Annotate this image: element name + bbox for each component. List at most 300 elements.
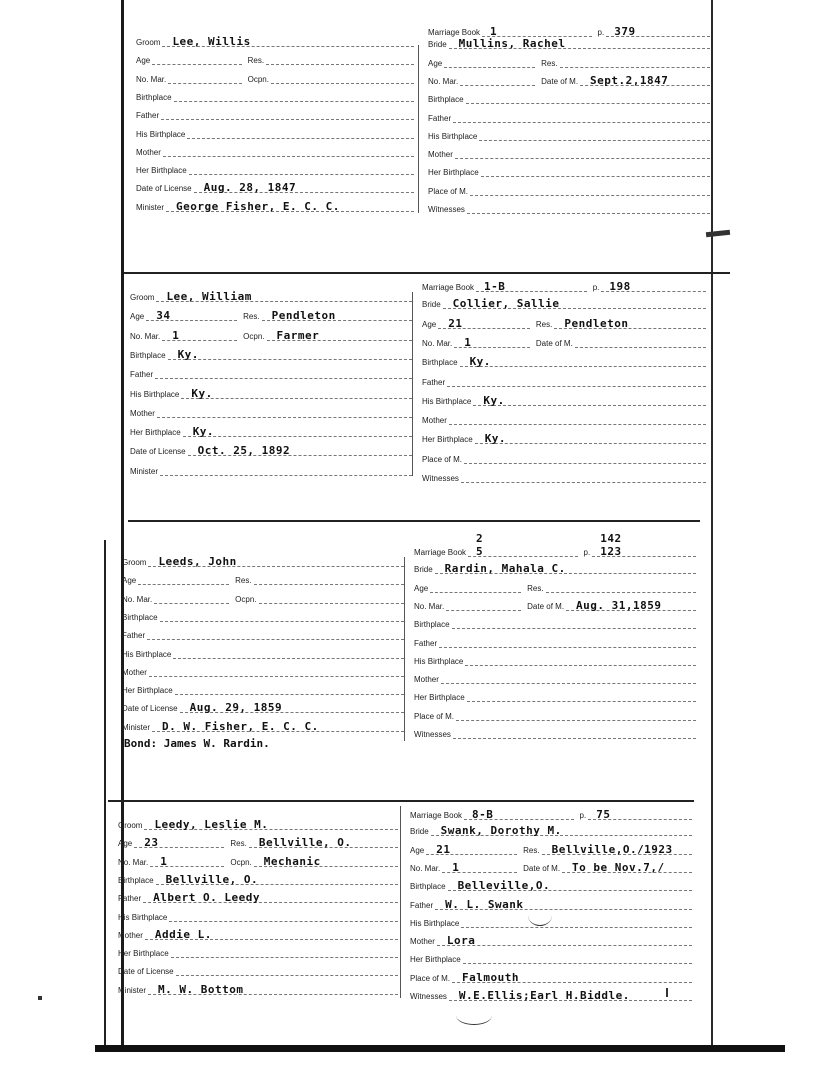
fill-line — [449, 424, 706, 425]
fill-line — [456, 720, 696, 721]
no-mar-value: 1 — [172, 328, 180, 342]
bride-field-row — [414, 532, 696, 559]
birthplace-label: Birthplace — [428, 95, 464, 105]
his-birthplace-label: His Birthplace — [136, 129, 186, 139]
column-divider — [400, 806, 401, 998]
groom-field-row — [130, 365, 412, 381]
marriage-book-label: Marriage Book — [422, 283, 475, 292]
bride-label: Bride — [414, 565, 433, 575]
bride-label: Bride — [410, 827, 429, 837]
ink-mark — [706, 230, 730, 237]
groom-field-row — [130, 307, 412, 323]
groom-field-row — [122, 626, 404, 642]
column-divider — [418, 45, 419, 213]
fill-line — [460, 85, 535, 86]
groom-field-row — [136, 51, 414, 67]
date-of-m-label: Date of M. — [523, 863, 561, 873]
ink-speck — [38, 996, 42, 1000]
groom-field-row — [130, 462, 412, 478]
bride-field-row — [410, 950, 692, 966]
fill-line — [174, 101, 414, 102]
no-mar-label: No. Mar. — [136, 74, 167, 84]
bride-field-row — [414, 688, 696, 704]
bride-field-row — [410, 969, 692, 985]
fill-line — [464, 463, 706, 464]
fill-line — [475, 443, 706, 444]
mother-label: Mother — [428, 150, 453, 160]
bride-field-row — [422, 295, 706, 311]
her-birthplace-label: Her Birthplace — [410, 955, 461, 965]
fill-line — [439, 647, 696, 648]
age-value: 23 — [144, 836, 159, 850]
fill-line — [175, 694, 404, 695]
page-left-edge-lower — [104, 540, 106, 1048]
fill-line — [479, 140, 710, 141]
bride-field-row — [428, 35, 710, 51]
his-birthplace-label: His Birthplace — [410, 918, 460, 928]
fill-line — [160, 475, 412, 476]
fill-line — [452, 628, 696, 629]
res-label: Res. — [230, 839, 247, 849]
res-label: Res. — [523, 845, 540, 855]
groom-field-row — [130, 423, 412, 439]
groom-field-row — [118, 962, 398, 978]
res-value: Bellville, O. — [258, 836, 352, 850]
birthplace-label: Birthplace — [130, 350, 166, 360]
his-birthplace-label: His Birthplace — [130, 389, 180, 399]
fill-line — [168, 359, 412, 360]
her-birthplace-label: Her Birthplace — [130, 428, 181, 438]
bride-field-row — [410, 877, 692, 893]
bride-field-row — [414, 652, 696, 668]
place-of-m-label: Place of M. — [422, 454, 463, 464]
fill-line — [154, 603, 229, 604]
bride-field-row — [422, 278, 706, 294]
book-value: 1-B — [484, 280, 506, 293]
his-birthplace-label: His Birthplace — [422, 396, 472, 406]
bride-field-row — [422, 450, 706, 466]
groom-value: Leeds, John — [158, 555, 237, 568]
father-label: Father — [422, 377, 446, 387]
column-divider — [412, 292, 413, 476]
groom-value: Lee, William — [166, 290, 252, 303]
bride-field-row — [428, 145, 710, 161]
bride-value: Rardin, Mahala C. — [444, 562, 566, 576]
p-label: p. — [579, 811, 587, 820]
fill-line — [147, 639, 404, 640]
age-label: Age — [122, 576, 137, 586]
father-label: Father — [122, 631, 146, 641]
date-of-m-label: Date of M. — [541, 76, 579, 86]
fill-line — [157, 417, 412, 418]
bride-field-row — [428, 109, 710, 125]
res-label: Res. — [527, 583, 544, 593]
date-license-value: Oct. 25, 1892 — [197, 444, 291, 458]
ink-scribble — [456, 1006, 492, 1025]
fill-line — [259, 603, 404, 604]
groom-field-row — [130, 346, 412, 362]
groom-field-row — [122, 699, 404, 715]
fill-line — [447, 386, 706, 387]
groom-label: Groom — [122, 558, 147, 567]
fill-line — [466, 103, 710, 104]
p-label: p. — [592, 283, 600, 292]
bride-field-row — [410, 822, 692, 838]
groom-field-row — [136, 179, 414, 195]
bride-field-row — [410, 932, 692, 948]
groom-field-row — [118, 908, 398, 924]
bride-field-row — [414, 725, 696, 741]
groom-field-row — [130, 404, 412, 420]
groom-field-row — [136, 161, 414, 177]
her-birthplace-label: Her Birthplace — [122, 686, 173, 696]
minister-label: Minister — [122, 722, 151, 732]
bride-age-value: 21 — [448, 316, 463, 330]
fill-line — [455, 158, 710, 159]
fill-line — [468, 556, 578, 557]
bride-field-row — [410, 859, 692, 875]
birthplace-label: Birthplace — [410, 882, 446, 892]
bride-field-row — [428, 90, 710, 106]
place-of-m-value: Falmouth — [462, 970, 519, 984]
bride-birthplace-value: Belleville,O. — [457, 879, 551, 893]
bride-field-row — [428, 182, 710, 198]
bride-field-row — [410, 987, 692, 1003]
groom-field-row — [130, 385, 412, 401]
bride-field-row — [428, 200, 710, 216]
date-of-m-label: Date of M. — [535, 338, 573, 348]
bride-no-mar-value: 1 — [452, 860, 460, 874]
fill-line — [467, 701, 696, 702]
groom-field-row — [130, 288, 412, 304]
groom-field-row — [122, 590, 404, 606]
her-birthplace-label: Her Birthplace — [422, 435, 473, 445]
bride-field-row — [428, 163, 710, 179]
res-label: Res. — [535, 319, 553, 329]
groom-field-row — [122, 553, 404, 569]
p-label: p. — [597, 28, 605, 37]
groom-field-row — [122, 571, 404, 587]
mother-label: Mother — [122, 667, 147, 677]
fill-line — [152, 64, 241, 65]
fill-line — [470, 195, 710, 196]
card-separator — [108, 800, 694, 802]
father-label: Father — [136, 111, 160, 121]
fill-line — [149, 676, 404, 677]
groom-field-row — [122, 645, 404, 661]
bride-label: Bride — [428, 40, 447, 50]
her-birthplace-value: Ky. — [192, 425, 215, 439]
res-label: Res. — [247, 56, 265, 66]
date-license-label: Date of License — [118, 967, 174, 977]
minister-value: M. W. Bottom — [158, 982, 244, 996]
fill-line — [189, 174, 414, 175]
bond-line: Bond: James W. Rardin. — [124, 737, 270, 750]
groom-field-row — [118, 853, 398, 869]
no-mar-label: No. Mar. — [422, 338, 453, 348]
fill-line — [161, 119, 414, 120]
birthplace-label: Birthplace — [414, 620, 450, 630]
date-of-m-value: Sept.2,1847 — [590, 73, 669, 87]
fill-line — [481, 176, 710, 177]
ink-scribble — [528, 905, 552, 926]
fill-line — [453, 122, 710, 123]
bride-field-row — [414, 597, 696, 613]
bride-field-row — [428, 127, 710, 143]
mother-label: Mother — [118, 930, 143, 940]
bride-his-birthplace-value: Ky. — [483, 393, 505, 407]
birthplace-value: Ky. — [177, 347, 199, 361]
bride-label: Bride — [422, 300, 441, 310]
bride-field-row — [422, 373, 706, 389]
fill-line — [138, 584, 229, 585]
groom-field-row — [136, 70, 414, 86]
birthplace-label: Birthplace — [422, 358, 458, 368]
marriage-book-label: Marriage Book — [428, 28, 481, 37]
bride-res-value: Pendleton — [564, 316, 629, 330]
ocpn-label: Ocpn. — [243, 331, 265, 341]
bride-value: Collier, Sallie — [452, 297, 560, 311]
father-value: Albert O. Leedy — [153, 891, 260, 905]
fill-line — [271, 83, 414, 84]
fill-line — [444, 67, 535, 68]
book-value: 1 — [490, 25, 498, 38]
witnesses-value: W.E.Ellis;Earl H.Biddle. — [458, 989, 630, 1002]
date-license-label: Date of License — [136, 184, 192, 194]
book-value: 8-B — [472, 808, 494, 821]
bride-field-row — [410, 896, 692, 912]
father-label: Father — [130, 370, 154, 380]
age-label: Age — [136, 56, 151, 66]
witnesses-label: Witnesses — [422, 474, 459, 483]
groom-field-row — [122, 681, 404, 697]
date-license-label: Date of License — [122, 704, 178, 714]
bride-field-row — [428, 72, 710, 88]
birthplace-value: Bellville, O. — [165, 872, 259, 886]
bride-field-row — [414, 579, 696, 595]
groom-field-row — [136, 106, 414, 122]
age-label: Age — [422, 319, 437, 329]
page-value: 123 — [600, 545, 622, 558]
book-value: 5 — [476, 545, 484, 558]
groom-value: Lee, Willis — [172, 35, 251, 48]
groom-field-row — [118, 834, 398, 850]
bride-field-row — [414, 670, 696, 686]
marriage-book-label: Marriage Book — [414, 548, 467, 557]
age-label: Age — [428, 58, 443, 68]
fill-line — [473, 405, 706, 406]
bride-value: Swank, Dorothy M. — [440, 824, 562, 838]
bride-mother-value: Lora — [446, 934, 476, 948]
fill-line — [453, 738, 696, 739]
groom-field-row — [122, 718, 404, 734]
page-value: 379 — [614, 25, 636, 38]
book-extra-value: 2 — [476, 532, 484, 545]
her-birthplace-label: Her Birthplace — [136, 166, 187, 176]
ocpn-label: Ocpn. — [230, 857, 252, 867]
place-of-m-label: Place of M. — [410, 973, 451, 983]
his-birthplace-label: His Birthplace — [122, 649, 172, 659]
fill-line — [266, 64, 414, 65]
age-label: Age — [130, 312, 145, 322]
groom-field-row — [122, 608, 404, 624]
groom-field-row — [130, 327, 412, 343]
groom-label: Groom — [118, 821, 143, 830]
groom-field-row — [118, 889, 398, 905]
father-label: Father — [414, 638, 438, 648]
minister-label: Minister — [118, 985, 147, 995]
mother-value: Addie L. — [154, 927, 212, 941]
bride-field-row — [422, 392, 706, 408]
groom-field-row — [136, 143, 414, 159]
groom-field-row — [130, 442, 412, 458]
ocpn-label: Ocpn. — [235, 594, 257, 604]
birthplace-label: Birthplace — [122, 612, 158, 622]
bride-field-row — [422, 469, 706, 485]
fill-line — [187, 138, 414, 139]
fill-line — [430, 592, 521, 593]
mother-label: Mother — [422, 416, 447, 426]
ocpn-label: Ocpn. — [247, 74, 269, 84]
page-bottom-edge — [95, 1045, 785, 1052]
fill-line — [441, 683, 696, 684]
fill-line — [163, 156, 414, 157]
groom-field-row — [122, 663, 404, 679]
no-mar-label: No. Mar. — [410, 863, 441, 873]
res-label: Res. — [541, 58, 558, 68]
mother-label: Mother — [414, 675, 439, 685]
bride-father-value: W. L. Swank — [445, 897, 524, 911]
date-of-m-label: Date of M. — [527, 601, 565, 611]
no-mar-label: No. Mar. — [414, 601, 445, 611]
res-label: Res. — [235, 576, 252, 586]
fill-line — [168, 83, 241, 84]
fill-line — [183, 436, 412, 437]
fill-line — [169, 921, 398, 922]
groom-value: Leedy, Leslie M. — [154, 818, 269, 831]
groom-label: Groom — [136, 38, 161, 47]
groom-field-row — [118, 871, 398, 887]
fill-line — [173, 658, 404, 659]
her-birthplace-label: Her Birthplace — [118, 949, 169, 959]
groom-field-row — [118, 816, 398, 832]
minister-value: George Fisher, E. C. C. — [176, 199, 340, 213]
res-value: Pendleton — [271, 309, 336, 323]
column-divider — [404, 557, 405, 741]
father-label: Father — [428, 113, 452, 123]
date-license-value: Aug. 28, 1847 — [203, 181, 297, 195]
bride-field-row — [414, 615, 696, 631]
bride-res-value: Bellville,O./1923 — [551, 842, 673, 856]
bride-no-mar-value: 1 — [464, 335, 472, 349]
ink-speck — [666, 988, 668, 997]
place-of-m-label: Place of M. — [414, 711, 455, 721]
mother-label: Mother — [136, 147, 161, 157]
ocpn-value: Farmer — [276, 328, 320, 342]
fill-line — [446, 610, 521, 611]
age-value: 34 — [156, 309, 171, 323]
minister-label: Minister — [136, 202, 165, 212]
fill-line — [254, 584, 404, 585]
fill-line — [460, 366, 706, 367]
his-birthplace-value: Ky. — [191, 386, 213, 400]
bride-her-birthplace-value: Ky. — [484, 432, 507, 446]
minister-value: D. W. Fisher, E. C. C. — [162, 719, 319, 733]
witnesses-label: Witnesses — [410, 992, 447, 1001]
fill-line — [176, 975, 398, 976]
no-mar-value: 1 — [160, 854, 168, 868]
age-label: Age — [118, 839, 133, 849]
res-label: Res. — [243, 312, 260, 322]
his-birthplace-label: His Birthplace — [414, 656, 464, 666]
groom-field-row — [118, 944, 398, 960]
place-of-m-label: Place of M. — [428, 186, 469, 196]
groom-field-row — [118, 981, 398, 997]
minister-label: Minister — [130, 466, 159, 476]
marriage-book-label: Marriage Book — [410, 811, 463, 820]
bride-age-value: 21 — [436, 842, 451, 856]
age-label: Age — [410, 845, 425, 855]
page-value: 198 — [609, 280, 631, 293]
bride-value: Mullins, Rachel — [458, 37, 566, 51]
card-separator — [128, 520, 700, 522]
p-label: p. — [583, 548, 591, 557]
page-right-edge — [711, 0, 713, 1050]
groom-field-row — [136, 125, 414, 141]
bride-field-row — [422, 430, 706, 446]
date-license-label: Date of License — [130, 447, 186, 457]
father-label: Father — [410, 900, 434, 910]
page-extra-value: 142 — [600, 532, 622, 545]
bride-field-row — [422, 315, 706, 331]
bride-field-row — [422, 334, 706, 350]
his-birthplace-label: His Birthplace — [118, 912, 168, 922]
bride-field-row — [410, 841, 692, 857]
fill-line — [546, 592, 696, 593]
fill-line — [160, 621, 404, 622]
date-of-m-value: Aug. 31,1859 — [576, 598, 662, 612]
bride-field-row — [422, 411, 706, 427]
fill-line — [467, 213, 710, 214]
fill-line — [171, 957, 398, 958]
fill-line — [560, 67, 710, 68]
witnesses-label: Witnesses — [414, 730, 451, 739]
fill-line — [181, 398, 412, 399]
witnesses-label: Witnesses — [428, 205, 465, 214]
her-birthplace-label: Her Birthplace — [414, 693, 465, 703]
fill-line — [155, 378, 412, 379]
bride-field-row — [428, 54, 710, 70]
ocpn-value: Mechanic — [263, 854, 321, 868]
fill-line — [463, 963, 692, 964]
card-separator — [124, 272, 730, 274]
father-label: Father — [118, 894, 142, 904]
page-value: 75 — [596, 808, 611, 821]
no-mar-label: No. Mar. — [118, 857, 149, 867]
birthplace-label: Birthplace — [118, 875, 154, 885]
bride-field-row — [414, 707, 696, 723]
bride-field-row — [414, 560, 696, 576]
his-birthplace-label: His Birthplace — [428, 131, 478, 141]
groom-label: Groom — [130, 293, 155, 302]
mother-label: Mother — [130, 408, 155, 418]
fill-line — [465, 665, 696, 666]
her-birthplace-label: Her Birthplace — [428, 168, 479, 178]
fill-line — [461, 927, 692, 928]
groom-field-row — [118, 926, 398, 942]
fill-line — [461, 482, 706, 483]
birthplace-label: Birthplace — [136, 92, 172, 102]
